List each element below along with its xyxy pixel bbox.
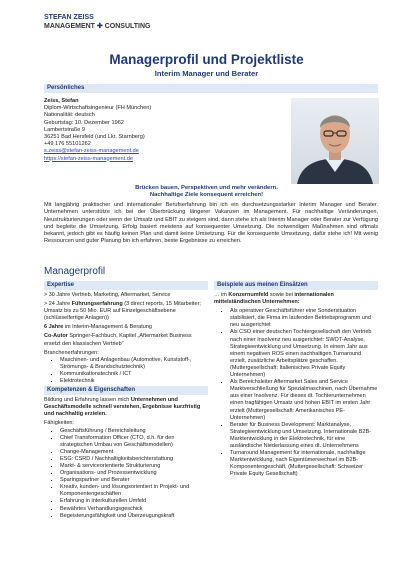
person-name: Zeiss, Stefan [44, 98, 79, 104]
text-run: im Interim-Management & Beratung [63, 324, 152, 331]
personal-line: Lambertstraße 9 [44, 126, 86, 133]
kompetenzen-intro [44, 397, 208, 418]
brand-logo [44, 13, 151, 31]
page-title: Managerprofil und Projektliste [109, 52, 304, 67]
list-item: ▪ Change-Management [60, 449, 208, 456]
text-run-bold: Co-Autor [44, 333, 68, 340]
text-run-bold: 6 Jahre [44, 324, 64, 331]
personal-details [44, 98, 151, 163]
text-run: sowie bei [268, 292, 295, 298]
text-run-bold: Führungserfahrung [71, 301, 123, 308]
list-item: ▪ Begeisterungsfähigkeit und Überzeugungskraft [60, 513, 208, 520]
list-item: ▪ Als Bereichsleiter Aftermarket Sales and Service Marktverschließung für Spezialmaschinen, nach Übernahme aus einer Insolvenz. Für dieses dt. Tochterunternehmen einen tragfähigen Umsatz und hohen EBIT im ersten Jahr erzielt (Muttergesellschaft: Amerikanisches PE-Unternehmen) [230, 379, 378, 422]
einsaetze-list [214, 308, 378, 478]
email-link[interactable]: s.zeiss@stefan-zeiss-management.de [44, 148, 139, 155]
text-run-bold: internationalen mittelständischen Unternehmen: [214, 292, 334, 306]
tagline-line-2: Nachhaltige Ziele konsequent erreichen! [149, 192, 264, 199]
brand-tagline [44, 22, 151, 31]
personal-line: Geburtstag: 10. Dezember 1962 [44, 119, 124, 126]
text-run: … im [214, 292, 229, 298]
section-header-kompetenzen: Kompetenzen & Eigenschaften [44, 386, 208, 395]
list-item: ▪ Elektrotechnik [60, 378, 208, 385]
list-item: ▪ Chief Transformation Officer (CTO, d.h. für den strategischen Umbau von Geschäftsmodellen) [60, 435, 208, 449]
expertise-interim [44, 324, 208, 331]
list-item: ▪ Maschinen- und Anlagenbau (Automotive, Kunststoff-, Strömungs- & Brandschutztechnik) [60, 357, 208, 371]
text-run-bold: Unternehmen und Geschäftsmodelle schnell verstehen, Ergebnisse kurzfristig und nachhaltig erzielen. [44, 397, 201, 418]
expertise-line: > 30 Jahre Vertrieb, Marketing, Aftermarket, Service [44, 292, 171, 298]
einsaetze-intro [214, 292, 378, 306]
list-item: ▪ Berater für Business Development: Marktanalyse, Strategieentwicklung und Umsetzung. Internationale B2B-Marktentwicklung in der Elektrotechnik, für eine ausländische Niederlassung eines dt. Unternehmens [230, 422, 378, 450]
tagline [0, 185, 413, 200]
section-header-personal: Persönliches [44, 84, 378, 93]
list-item: ▪ Bewährtes Verhandlungsgeschick [60, 506, 208, 513]
list-item: ▪ Markt- & serviceorientierte Strukturierung [60, 463, 208, 470]
faehigkeiten-label: Fähigkeiten: [44, 420, 74, 427]
portrait-photo [291, 98, 379, 184]
faehigkeiten-list [44, 428, 208, 520]
list-item: ▪ Turnaround Management für internationale, nachhaltige Marktentwicklung, nach Eigentümerwechsel im B2B-Komponentengeschäft, (Muttergesellschaft: Schweizer Private Equity Gesellschaft) [230, 450, 378, 478]
list-item: ▪ Erfahrung in interkulturellen Umfeld [60, 498, 208, 505]
list-item: ▪ Als CSO einer deutschen Tochtergesellschaft den Vertrieb nach einer Insolvenz neu ausgerichtet: SWOT-Analyse, Strategieentwicklung und Umsetzung. In einem Jahr aus einem negativen ROS einen nachhaltigen Turnaround erzielt, zusätzliche Arbeitsplätze geschaffen. (Muttergesellschaft: Italienisches Private Equity Unternehmen) [230, 329, 378, 379]
right-column [214, 281, 378, 478]
text-run-bold: Konzernumfeld [228, 292, 269, 298]
managerprofil-heading: Managerprofil [44, 266, 106, 277]
list-item: ▪ ESG: CSRD / Nachhaltigkeitsberichterstattung [60, 456, 208, 463]
section-header-einsaetze: Beispiele aus meinen Einsätzen [214, 281, 378, 290]
text-run: Springer-Fachbuch, Kapitel „Aftermarket Business ersetzt den klassischen Vertrieb" [44, 333, 192, 347]
personal-line: Nationalität: deutsch [44, 112, 95, 119]
left-column [44, 281, 208, 520]
text-run: (3 direct reports, 15 Mitarbeiter; Umsatz bis zu 50 Mio. EUR auf Einzelgeschäftsebene (schlüsselfertige Anlagen)) [44, 301, 201, 322]
page-subtitle: Interim Manager und Berater [154, 69, 259, 78]
portrait-image [291, 98, 379, 184]
brand-name: STEFAN ZEISS [44, 14, 94, 21]
expertise-leadership [44, 301, 208, 322]
brand-consulting: CONSULTING [104, 23, 151, 30]
list-item: ▪ Kreativ, kunden- und lösungsorientiert in Projekt- und Komponentengeschäften [60, 484, 208, 498]
text-run: Bildung und Erfahrung lassen mich [44, 397, 131, 404]
section-header-expertise: Expertise [44, 281, 208, 290]
list-item: ▪ Sparingspartner und Berater [60, 477, 208, 484]
branch-list [44, 357, 208, 385]
brand-cross-icon: ✚ [96, 23, 103, 30]
expertise-coauthor [44, 333, 208, 347]
website-link[interactable]: https://stefan-zeiss-management.de [44, 155, 133, 162]
brand-management: MANAGEMENT [44, 23, 95, 30]
list-item: ▪ Als operativer Geschäftsführer eine Sondersituation stabilisiert, die Firma im laufenden Betriebsprogramm und neu ausgerichtet [230, 308, 378, 329]
text-run: > 24 Jahre [44, 301, 72, 308]
list-item: ▪ Kommunikationstechnik / ICT [60, 371, 208, 378]
personal-line: +49 176 55101262 [44, 141, 91, 148]
list-item: ▪ Geschäftsführung / Bereichsleitung [60, 428, 208, 435]
branch-label: Branchenerfahrungen: [44, 349, 99, 356]
list-item: ▪ Organisations- und Prozessentwicklung [60, 470, 208, 477]
tagline-line-1: Brücken bauen, Perspektiven und mehr verändern. [135, 185, 278, 191]
personal-line: Diplom-Wirtschaftsingenieur (FH München) [44, 105, 152, 112]
intro-paragraph: Mit langjährig praktischer und internationaler Berufserfahrung bin ich ein durchsetzungsstarker Interim Manager und Berater. Unternehmen unterstütze ich bei der Überbrückung längerer Vakanzen im Management. Für nachhaltige Veränderungen, Neustrukturierungen oder wenn der Umsatz und EBIT zu steigern sind, dann stehe ich als Interim Manager oder Berater zur Verfügung und begleite die Umsetzung. Erfolg basiert meistens auf konsequenter Umsetzung. Die notwendigen Maßnahmen sind oftmals bekannt, jedoch gibt es häufig keinen Plan und damit keine Umsetzung. Für die konsequente Umsetzung, dafür stehe ich! Mit wenig Ressourcen und guter Planung bin ich erfahren, beste Ergebnisse zu erreichen. [44, 202, 378, 245]
personal-line: 36251 Bad Hersfeld (und Lkr. Starnberg) [44, 134, 145, 141]
